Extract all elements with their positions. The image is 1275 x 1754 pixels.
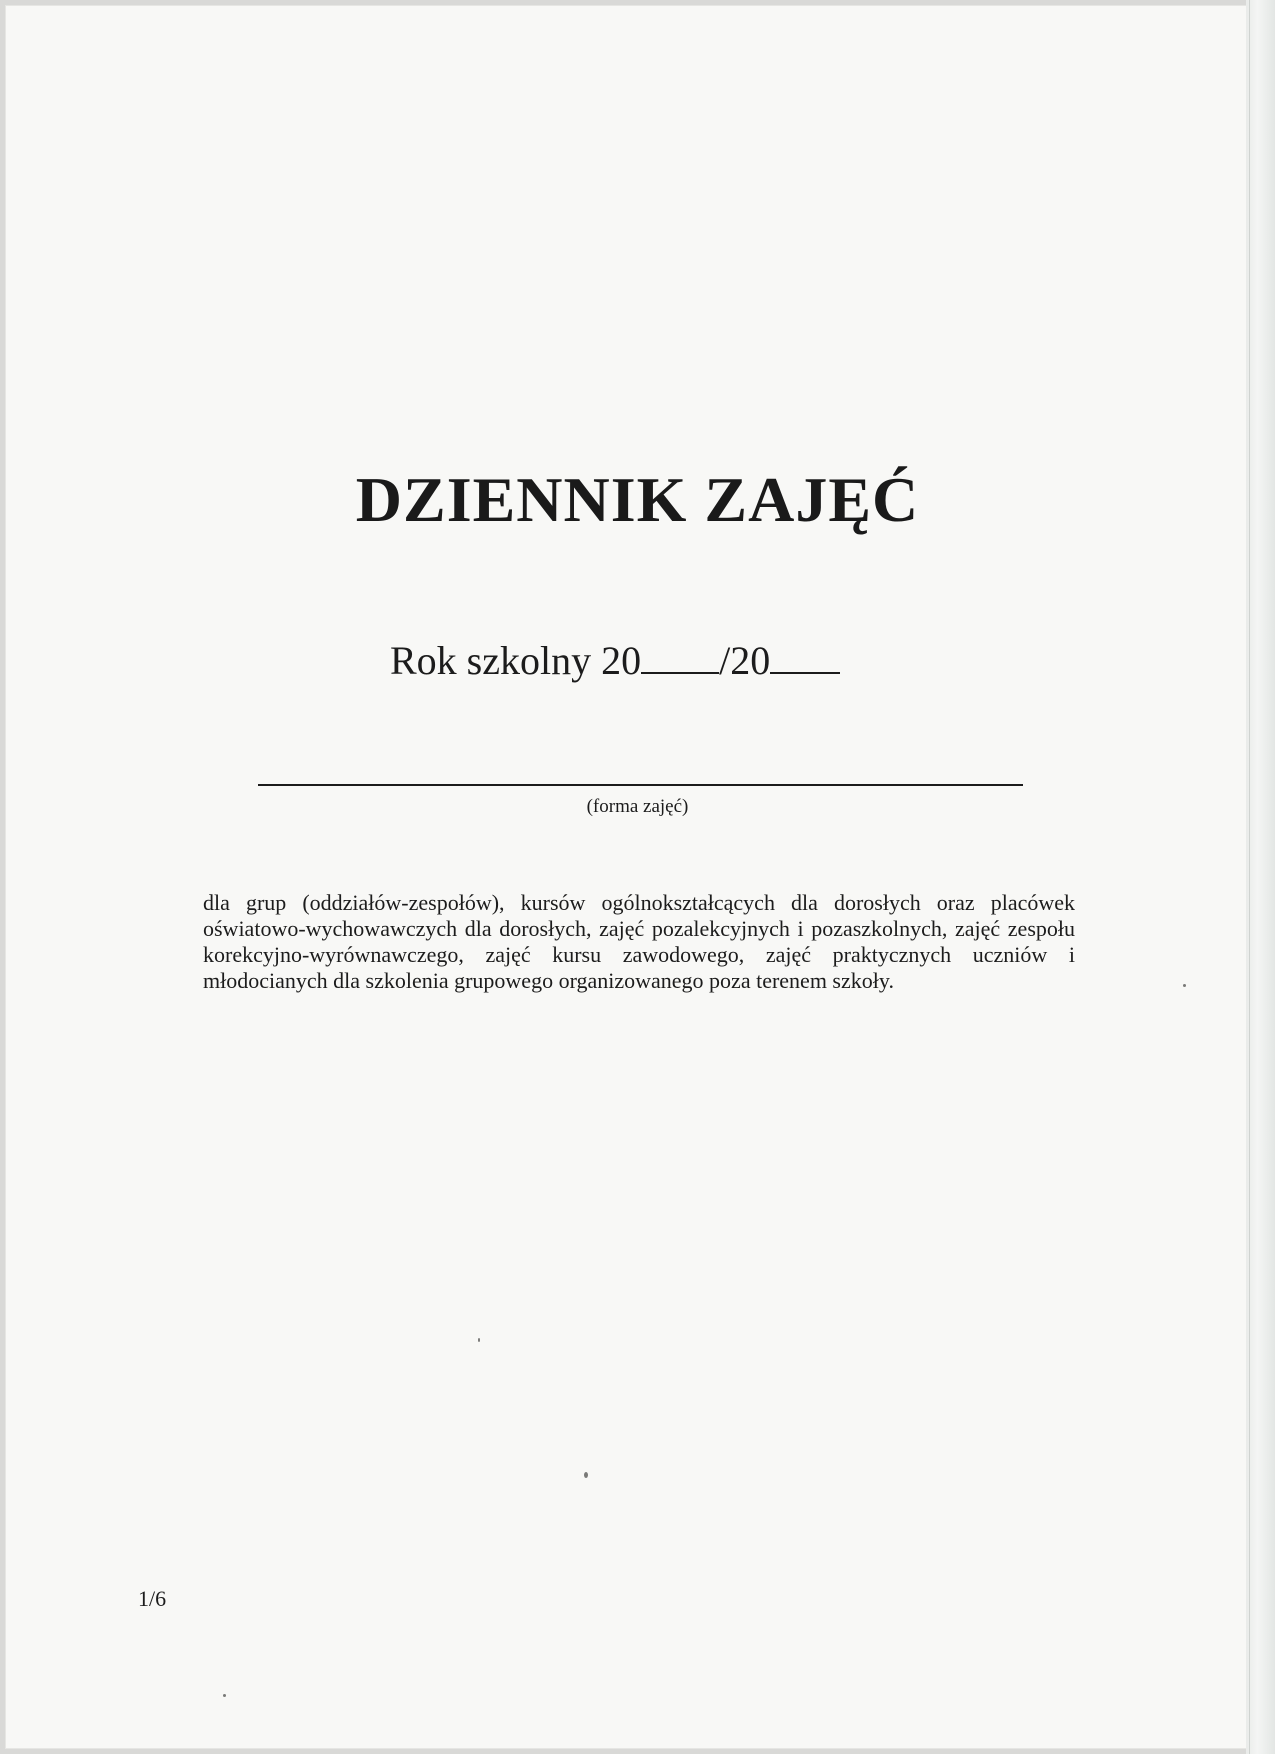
school-year-line [390, 638, 840, 683]
paper-speck [584, 1472, 588, 1478]
document-page [6, 6, 1246, 1748]
page-edge [1246, 0, 1275, 1754]
page-number: 1/6 [138, 1586, 167, 1611]
school-year-separator: /20 [719, 638, 771, 683]
school-year-prefix: Rok szkolny 20 [390, 638, 642, 683]
form-of-classes-blank[interactable] [258, 784, 1023, 786]
school-year-end-blank[interactable] [770, 642, 840, 674]
paper-speck [478, 1338, 480, 1342]
school-year-start-blank[interactable] [641, 642, 719, 674]
description-paragraph: dla grup (oddziałów-zespołów), kursów ogólnokształcących dla dorosłych oraz placówek oświatowo-wychowawczych dla dorosłych, zajęć pozalekcyjnych i pozaszkolnych, zajęć zespołu korekcyjno-wyrównawczego, zajęć kursu zawodowego, zajęć praktycznych uczniów i młodocianych dla szkolenia grupowego organizowanego poza terenem szkoły. [203, 890, 1075, 993]
paper-speck [1183, 984, 1186, 987]
paper-speck [223, 1694, 226, 1697]
document-title: DZIENNIK ZAJĘĆ [355, 464, 920, 535]
form-of-classes-caption: (forma zajęć) [586, 796, 689, 817]
